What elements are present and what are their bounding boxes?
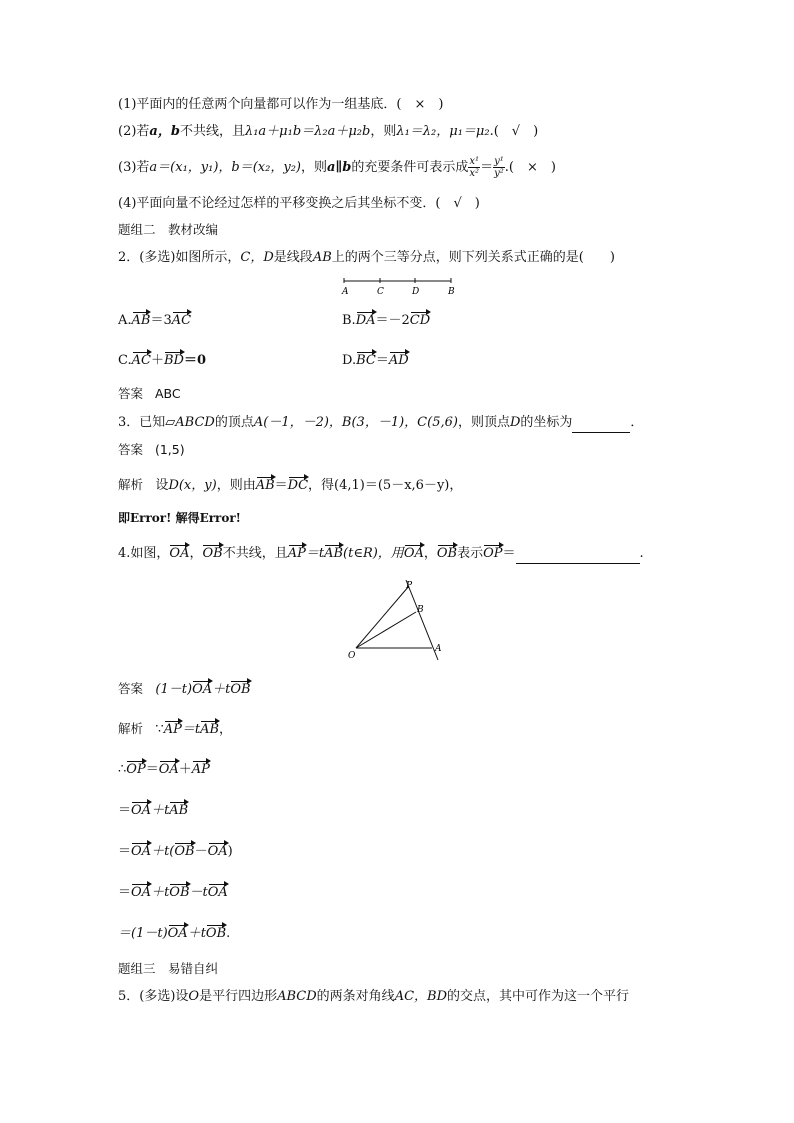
text: ): [227, 844, 233, 859]
q5-stem: [118, 988, 629, 1006]
vector: OA: [192, 682, 213, 697]
text: ＋t: [187, 926, 206, 941]
vector: OA: [158, 762, 179, 777]
vector: AB: [255, 478, 275, 493]
label-d: D: [412, 287, 420, 297]
text: 不共线，且: [222, 546, 288, 561]
text: ＝(1－t): [118, 926, 168, 941]
segment-figure: [338, 276, 460, 298]
judgement-mark: .( × ): [504, 160, 556, 175]
option-letter: D.: [342, 353, 357, 368]
vector: BC: [356, 353, 376, 368]
zero-vector: ＝0: [183, 353, 207, 368]
q3-answer: [118, 441, 185, 459]
vector: CD: [409, 313, 431, 328]
segment: AB: [312, 250, 332, 265]
fraction-y: [493, 156, 505, 179]
vector: AC: [131, 353, 151, 368]
text: 是平行四边形: [199, 989, 278, 1004]
text: ＋: [150, 353, 164, 368]
vector: OB: [174, 844, 195, 859]
vector: OA: [403, 546, 424, 561]
q2-option-b: [342, 312, 430, 330]
q4-solution-4: [118, 843, 233, 861]
judgement-mark: .( √ ): [489, 124, 539, 139]
vector: OA: [169, 546, 190, 561]
text: ，: [423, 546, 437, 561]
fraction-x: [468, 156, 480, 179]
text: 表示: [457, 546, 484, 561]
text: 3．已知: [118, 415, 166, 430]
text: 不共线，且: [179, 124, 245, 139]
line-ob: [356, 612, 416, 648]
text: ＝: [274, 478, 288, 493]
q4-solution-2: [118, 761, 210, 779]
q3-solution: [118, 476, 462, 495]
vector-coords: a＝(x₁，y₁)，b＝(x₂，y₂): [149, 160, 301, 175]
vector: OA: [167, 926, 188, 941]
text: ，: [219, 722, 233, 737]
q2-stem: [118, 249, 615, 267]
vertex-coords: A(－1，－2)，B(3，－1)，C(5,6): [253, 415, 458, 430]
vector: OB: [230, 682, 251, 697]
text: ＋: [178, 762, 192, 777]
text: ，则由: [216, 478, 256, 493]
vector: OA: [131, 885, 152, 900]
equation: λ₁a＋μ₁b＝λ₂a＋μ₂b: [244, 124, 371, 139]
equals: ＝: [480, 160, 494, 175]
answer-blank: [572, 414, 630, 433]
point-d: D(x，y): [168, 478, 217, 493]
answer-label: 答案: [118, 386, 144, 401]
diagonals: AC，BD: [394, 989, 447, 1004]
vector: OB: [205, 926, 227, 941]
vector: OA: [207, 844, 228, 859]
label-a: A: [342, 287, 349, 297]
q4-answer: [118, 680, 251, 699]
vector: DC: [287, 478, 309, 493]
text: ＝t: [181, 722, 201, 737]
q4-solution-6: [118, 925, 230, 943]
vector: OP: [126, 762, 146, 777]
text: ＝: [118, 885, 132, 900]
vector: OB: [169, 885, 190, 900]
q3-solution-error: 即Error! 解得Error!: [118, 511, 241, 525]
text: ＋t: [151, 885, 170, 900]
vector: AB: [169, 803, 189, 818]
vector: AB: [131, 313, 151, 328]
text: 5．(多选)设: [118, 989, 189, 1004]
text: ＋t: [212, 682, 231, 697]
q1-item-2: [118, 123, 538, 141]
vector: OA: [207, 885, 228, 900]
vector: OP: [483, 546, 503, 561]
vector: AC: [171, 313, 192, 328]
text: (2)若: [118, 124, 150, 139]
vector: OB: [436, 546, 458, 561]
option-letter: B.: [342, 313, 356, 328]
answer-label: 答案: [118, 442, 144, 457]
q1-item-4: (4)平面向量不论经过怎样的平移变换之后其坐标不变．( √ ): [118, 196, 480, 211]
text: ＝: [502, 546, 516, 561]
triangle-figure: [346, 578, 450, 664]
text: ，则: [300, 160, 327, 175]
answer-value: (1,5): [154, 442, 185, 457]
text: －t: [189, 885, 208, 900]
q2-option-a: [118, 312, 191, 330]
text: ，则: [370, 124, 397, 139]
points: C，D: [240, 250, 274, 265]
vector: OA: [131, 803, 152, 818]
parallelogram: ▱ABCD: [165, 415, 215, 430]
text: ＝－2: [375, 313, 410, 328]
text: 是线段: [273, 250, 313, 265]
text: ＝: [118, 844, 132, 859]
solution-label: 解析: [118, 721, 144, 736]
q2-answer: [118, 385, 181, 403]
point: O: [188, 989, 200, 1004]
vertex: D: [509, 415, 521, 430]
label-b: B: [417, 605, 424, 615]
group3-heading: 题组三 易错自纠: [118, 961, 219, 976]
text: ＝: [375, 353, 389, 368]
text: 4.如图，: [118, 546, 170, 561]
text: (t∈R)，用: [343, 546, 404, 561]
text: －: [194, 844, 208, 859]
parallel-expr: a∥b: [327, 160, 352, 175]
equation: λ₁＝λ₂，μ₁＝μ₂: [396, 124, 490, 139]
line-op: [356, 586, 409, 648]
parallelogram: ABCD: [277, 989, 317, 1004]
label-o: O: [348, 651, 356, 661]
text: (1－t): [155, 682, 193, 697]
vector: OA: [131, 844, 152, 859]
text: 的顶点: [214, 415, 254, 430]
vector-ab: a，b: [149, 124, 180, 139]
text: 的充要条件可表示成: [351, 160, 469, 175]
option-letter: A.: [118, 313, 132, 328]
vector: AB: [324, 546, 344, 561]
label-p: P: [406, 581, 413, 591]
group2-heading: 题组二 教材改编: [118, 222, 219, 237]
text: ．: [630, 415, 644, 430]
denominator: y²: [494, 168, 504, 179]
text: ＋t: [151, 803, 170, 818]
text: .: [226, 926, 231, 941]
text: 的两条对角线: [316, 989, 395, 1004]
label-a: A: [435, 644, 442, 654]
text: 2．(多选)如图所示，: [118, 250, 241, 265]
text: ＋t(: [151, 844, 175, 859]
vector: AD: [388, 353, 409, 368]
denominator: x²: [469, 168, 480, 179]
text: 的交点，其中可作为这一个平行: [447, 989, 630, 1004]
text: 设: [155, 478, 169, 493]
vector: DA: [355, 313, 376, 328]
numerator: y¹: [494, 156, 504, 167]
label-b: B: [448, 287, 455, 297]
answer-blank: [516, 545, 640, 564]
text: (3)若: [118, 160, 150, 175]
text: ，则顶点: [457, 415, 510, 430]
text: ，: [189, 546, 203, 561]
vector: OB: [202, 546, 223, 561]
text: ∵: [155, 722, 164, 737]
text: ＝: [145, 762, 159, 777]
q2-option-c: [118, 352, 206, 370]
label-c: C: [377, 287, 384, 297]
q1-item-3: [118, 156, 556, 179]
q1-item-1: (1)平面内的任意两个向量都可以作为一组基底．( × ): [118, 97, 444, 112]
q4-solution-1: [118, 720, 232, 739]
option-letter: C.: [118, 353, 132, 368]
text: ＝t: [305, 546, 325, 561]
answer-value: ABC: [154, 386, 181, 401]
text: 上的两个三等分点，则下列关系式正确的是( ): [331, 250, 615, 265]
vector: AP: [287, 546, 306, 561]
q2-option-d: [342, 352, 409, 370]
vector: AP: [163, 722, 182, 737]
q4-solution-5: [118, 884, 228, 902]
text: ，得(4,1)＝(5－x,6－y)，: [308, 478, 463, 493]
vector: AB: [200, 722, 220, 737]
q4-stem: [118, 545, 644, 564]
text: .: [639, 546, 644, 561]
vector: BD: [163, 353, 184, 368]
solution-label: 解析: [118, 477, 144, 492]
vector: AP: [191, 762, 210, 777]
text: ∴: [118, 762, 127, 777]
q4-solution-3: [118, 802, 188, 820]
numerator: x¹: [469, 156, 480, 167]
q3-stem: [118, 414, 643, 433]
answer-label: 答案: [118, 681, 144, 696]
text: ＝3: [150, 313, 172, 328]
text: ＝: [118, 803, 132, 818]
text: 的坐标为: [520, 415, 573, 430]
